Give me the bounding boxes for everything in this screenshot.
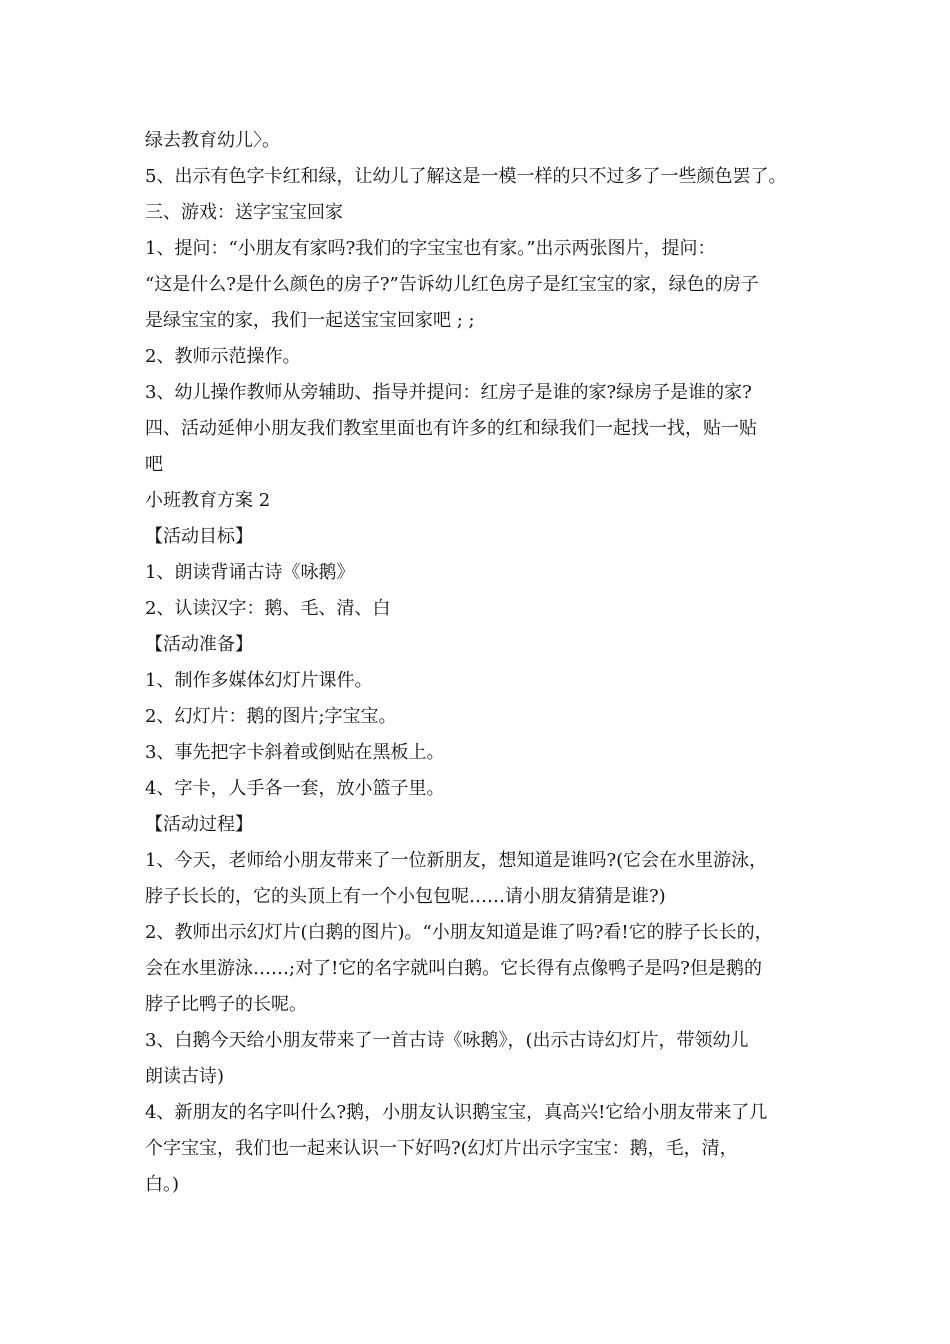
text-line: 2、教师出示幻灯片(白鹅的图片)。“小朋友知道是谁了吗?看!它的脖子长长的， (145, 922, 773, 943)
text-line: 朗读古诗) (145, 1066, 225, 1087)
section-heading: 【活动准备】 (145, 634, 253, 655)
section-heading: 【活动过程】 (145, 814, 253, 835)
section-heading: 四、活动延伸小朋友我们教室里面也有许多的红和绿我们一起找一找，贴一贴 (145, 418, 757, 439)
text-line: 吧 (145, 454, 163, 475)
text-line: 是绿宝宝的家，我们一起送宝宝回家吧 ; ; (145, 310, 475, 331)
text-line: 3、白鹅今天给小朋友带来了一首古诗《咏鹅》，(出示古诗幻灯片，带领幼儿 (145, 1030, 749, 1051)
text-line: 个字宝宝，我们也一起来认识一下好吗?(幻灯片出示字宝宝：鹅，毛，清， (145, 1138, 738, 1159)
text-line: 2、认读汉字：鹅、毛、清、白 (145, 598, 391, 619)
text-line: 1、提问：“小朋友有家吗?我们的字宝宝也有家。”出示两张图片，提问： (145, 238, 716, 259)
text-line: 3、幼儿操作教师从旁辅助、指导并提问：红房子是谁的家?绿房子是谁的家? (145, 382, 752, 403)
text-line: 4、字卡，人手各一套，放小篮子里。 (145, 778, 445, 799)
text-line: 1、今天，老师给小朋友带来了一位新朋友，想知道是谁吗?(它会在水里游泳， (145, 850, 768, 871)
text-line: 1、朗读背诵古诗《咏鹅》 (145, 562, 355, 583)
text-line: 4、新朋友的名字叫什么?鹅，小朋友认识鹅宝宝，真高兴!它给小朋友带来了几 (145, 1102, 768, 1123)
text-line: 2、教师示范操作。 (145, 346, 301, 367)
text-line: 会在水里游泳……;对了!它的名字就叫白鹅。它长得有点像鸭子是吗?但是鹅的 (145, 958, 762, 979)
text-line: 脖子长长的，它的头顶上有一个小包包呢……请小朋友猜猜是谁?) (145, 886, 666, 907)
text-line: 绿去教育幼儿〉。 (145, 130, 280, 151)
text-line: 2、幻灯片：鹅的图片;字宝宝。 (145, 706, 397, 727)
text-line: 5、出示有色字卡红和绿，让幼儿了解这是一模一样的只不过多了一些颜色罢了。 (145, 166, 787, 187)
text-line: 脖子比鸭子的长呢。 (145, 994, 307, 1015)
section-heading: 【活动目标】 (145, 526, 253, 547)
document-body (145, 123, 825, 1203)
section-heading: 三、游戏：送字宝宝回家 (145, 202, 343, 223)
text-line: 白。) (145, 1174, 180, 1195)
text-line: “这是什么?是什么颜色的房子?”告诉幼儿红色房子是红宝宝的家，绿色的房子 (145, 274, 759, 295)
text-line: 3、事先把字卡斜着或倒贴在黑板上。 (145, 742, 445, 763)
text-line: 1、制作多媒体幻灯片课件。 (145, 670, 373, 691)
document-title: 小班教育方案 2 (145, 490, 271, 511)
